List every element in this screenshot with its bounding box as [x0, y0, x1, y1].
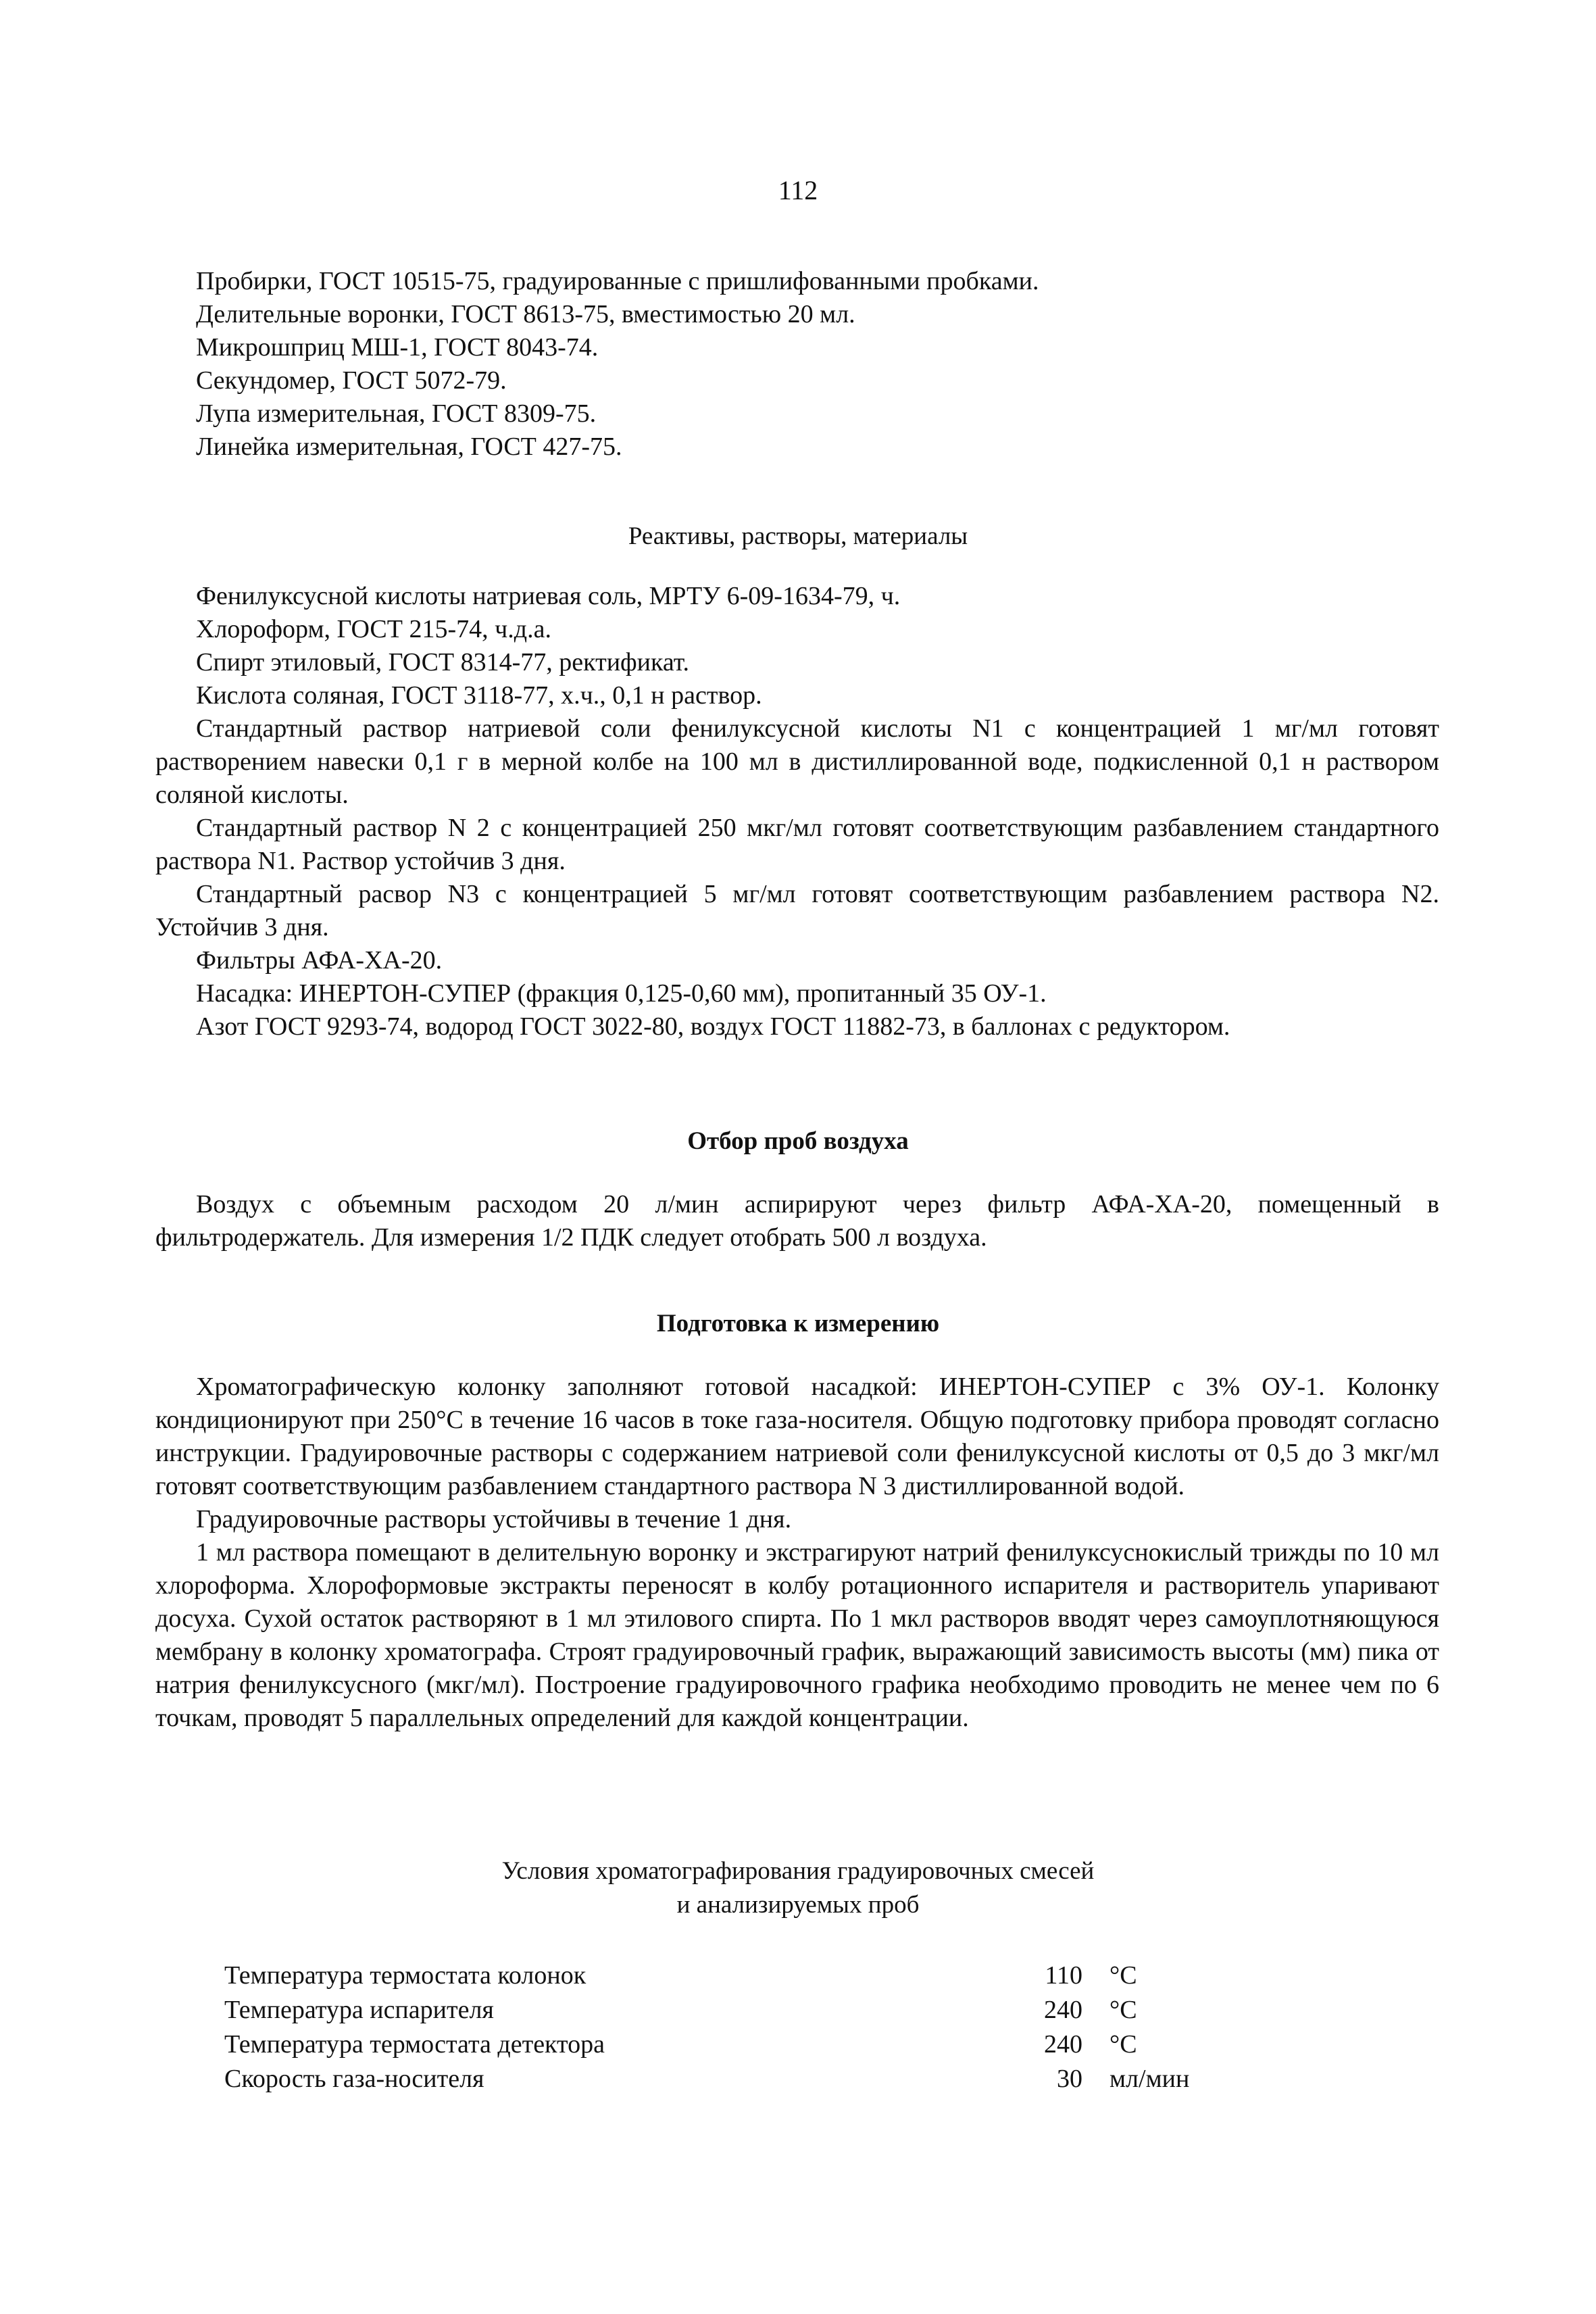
preparation-heading: Подготовка к измерению — [656, 1310, 940, 1337]
table-row — [224, 2027, 1204, 2062]
condition-unit: °С — [1109, 1961, 1137, 1990]
condition-unit: °С — [1109, 2030, 1137, 2059]
preparation-paragraph: Хроматографическую колонку заполняют готовой насадкой: ИНЕРТОН-СУПЕР с 3% ОУ-1. Колонку кондиционируют при 250°С в течение 16 часов в токе газа-носителя. Общую подготовку прибора проводят согласно инструкции. Градуировочные растворы с содержанием натриевой соли фенилуксусной кислоты от 0,5 до 3 мкг/мл готовят соответствующим разбавлением стандартного раствора N 3 дистиллированной водой. — [155, 1373, 1439, 1500]
preparation-paragraph: 1 мл раствора помещают в делительную воронку и экстрагируют натрий фенилуксуснокислый трижды по 10 мл хлороформа. Хлороформовые экстракты переносят в колбу ротационного испарителя и растворитель упаривают досуха. Сухой остаток растворяют в 1 мл этилового спирта. По 1 мкл растворов вводят через самоуплотняющуюся мембрану в колонку хроматографа. Строят градуировочный график, выражающий зависимость высоты (мм) пика от натрия фенилуксусного (мкг/мл). Построение градуировочного графика необходимо проводить не менее чем по 6 точкам, проводят 5 параллельных определений для каждой концентрации. — [155, 1538, 1439, 1732]
reagent-item: Кислота соляная, ГОСТ 3118-77, х.ч., 0,1 н раствор. — [196, 681, 762, 710]
conditions-table — [224, 1959, 1204, 2096]
equipment-item: Делительные воронки, ГОСТ 8613-75, вместимостью 20 мл. — [196, 300, 855, 328]
condition-name: Температура испарителя — [224, 1996, 494, 2024]
equipment-item: Линейка измерительная, ГОСТ 427-75. — [196, 433, 622, 461]
reagent-item: Стандартный раствор N 2 с концентрацией 250 мкг/мл готовят соответствующим разбавлением стандартного раствора N1. Раствор устойчив 3 дня. — [155, 814, 1439, 875]
table-row — [224, 1959, 1204, 1993]
reagent-item: Спирт этиловый, ГОСТ 8314-77, ректификат. — [196, 648, 690, 676]
equipment-list — [196, 265, 1446, 464]
condition-value: 240 — [1044, 2030, 1082, 2059]
preparation-paragraph: Градуировочные растворы устойчивы в течение 1 дня. — [196, 1505, 792, 1533]
reagent-item: Стандартный раствор натриевой соли фенилуксусной кислоты N1 с концентрацией 1 мг/мл готовят растворением навески 0,1 г в мерной колбе на 100 мл в дистиллированной воде, подкисленной 0,1 н раствором соляной кислоты. — [155, 714, 1439, 809]
sampling-text: Воздух с объемным расходом 20 л/мин аспирируют через фильтр АФА-ХА-20, помещенный в фильтродержатель. Для измерения 1/2 ПДК следует отобрать 500 л воздуха. — [155, 1190, 1439, 1252]
equipment-item: Лупа измерительная, ГОСТ 8309-75. — [196, 399, 597, 428]
equipment-item: Секундомер, ГОСТ 5072-79. — [196, 366, 507, 395]
condition-unit: мл/мин — [1109, 2065, 1190, 2093]
page-number: 112 — [778, 175, 818, 205]
table-row — [224, 2062, 1204, 2096]
sampling-section — [155, 1188, 1439, 1254]
reagent-item: Насадка: ИНЕРТОН-СУПЕР (фракция 0,125-0,60 мм), пропитанный 35 ОУ-1. — [196, 979, 1047, 1008]
condition-name: Температура термостата колонок — [224, 1961, 587, 1990]
condition-name: Температура термостата детектора — [224, 2030, 605, 2059]
condition-value: 240 — [1044, 1996, 1082, 2024]
reagent-item: Фильтры АФА-ХА-20. — [196, 946, 443, 975]
preparation-section — [155, 1371, 1439, 1735]
table-row — [224, 1993, 1204, 2027]
condition-value: 110 — [1045, 1961, 1082, 1990]
reagents-heading: Реактивы, растворы, материалы — [628, 522, 968, 550]
reagent-item: Хлороформ, ГОСТ 215-74, ч.д.а. — [196, 615, 551, 643]
conditions-heading-line2: и анализируемых проб — [676, 1891, 920, 1919]
condition-name: Скорость газа-носителя — [224, 2065, 484, 2093]
reagent-item: Стандартный расвор N3 с концентрацией 5 мг/мл готовят соответствующим разбавлением раствора N2. Устойчив 3 дня. — [155, 880, 1439, 941]
condition-unit: °С — [1109, 1996, 1137, 2024]
reagent-item: Азот ГОСТ 9293-74, водород ГОСТ 3022-80, воздух ГОСТ 11882-73, в баллонах с редуктором. — [196, 1012, 1230, 1041]
condition-value: 30 — [1057, 2065, 1082, 2093]
equipment-item: Пробирки, ГОСТ 10515-75, градуированные с пришлифованными пробками. — [196, 267, 1039, 295]
conditions-heading-line1: Условия хроматографирования градуировочных смесей — [501, 1857, 1095, 1885]
equipment-item: Микрошприц МШ-1, ГОСТ 8043-74. — [196, 333, 599, 362]
reagents-list — [155, 580, 1439, 1043]
sampling-heading: Отбор проб воздуха — [687, 1127, 909, 1155]
reagent-item: Фенилуксусной кислоты натриевая соль, МРТУ 6-09-1634-79, ч. — [196, 582, 901, 610]
